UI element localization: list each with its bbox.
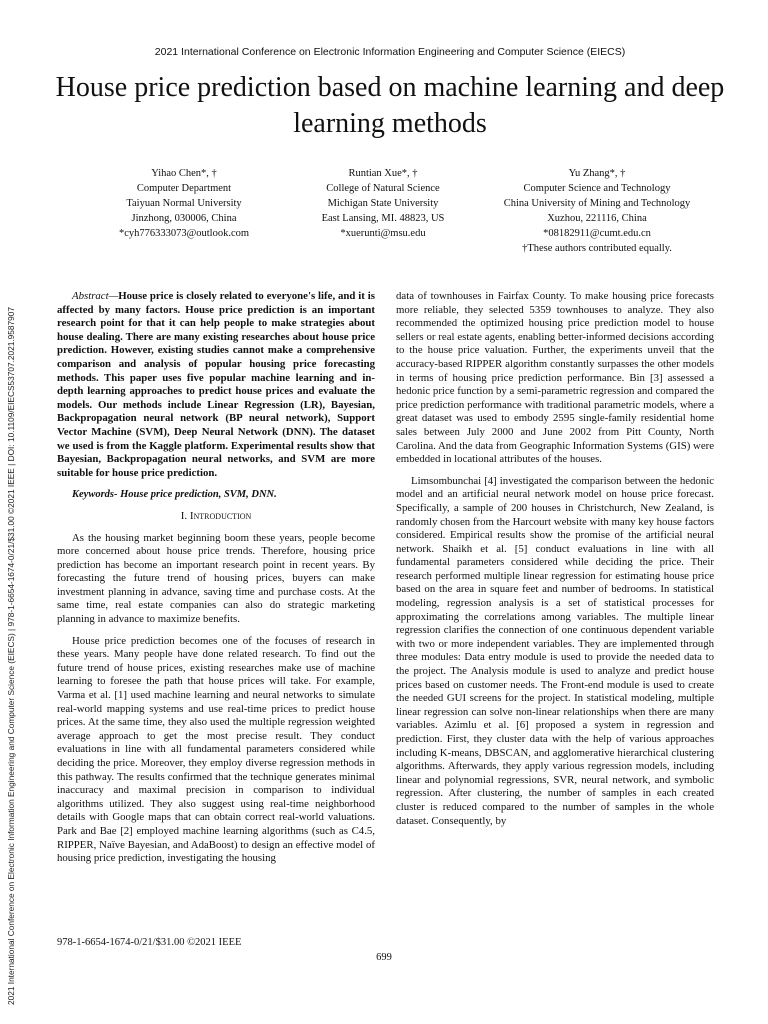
footer-copyright: 978-1-6654-1674-0/21/$31.00 ©2021 IEEE bbox=[57, 937, 242, 948]
keywords: Keywords- House price prediction, SVM, DNN. bbox=[72, 489, 277, 501]
author-name: Runtian Xue*, † bbox=[348, 168, 418, 179]
paragraph: data of townhouses in Fairfax County. To make housing price forecasts more reliable, they selected 5359 townhouses to analyze. They also recommended the optimized housing price prediction model to house sellers or real estate agents, enabling better-informed decisions according to the house price valuation. Further, the experiments unveil that the accuracy-based RIPPER algorithm constantly surpasses the other models in terms of housing price prediction performance. Bin [3] assessed a hedonic price function by a semi-parametric regression and compared the price prediction performance with traditional parametric models, where a great dataset was used to embody 2595 single-family residential home sales between July 2000 and June 2002 from Pitt County, North Carolina. And the data from Geographic Information Systems (GIS) were embedded in locational attributes of the houses. bbox=[396, 290, 714, 466]
equal-contribution-note: †These authors contributed equally. bbox=[522, 243, 672, 254]
author-location: Jinzhong, 030006, China bbox=[131, 213, 237, 224]
author-dept: Computer Science and Technology bbox=[523, 183, 671, 194]
author-dept: Computer Department bbox=[136, 183, 232, 194]
abstract bbox=[57, 290, 375, 480]
author-institution: Taiyuan Normal University bbox=[126, 198, 242, 209]
abstract-body: House price is closely related to everyone's life, and it is affected by many factors. House price prediction is an important research point for that it can help people to make strategies about house dealing. There are many existing researches about house price prediction. However, existing studies cannot make a comprehensive comparison and analysis of popular housing price forecasting methods. This paper uses five popular machine learning and in-depth learning approaches to predict house prices and evaluate the models. Our methods include Linear Regression (LR), Bayesian, Backpropagation neural network (BP neural network), Support Vector Machine (SVM), Deep Neural Network (DNN). The dataset we used is from the Kaggle platform. Experimental results show that Bayesian, Backpropagation neural networks, and SVM are more suitable for house price prediction. bbox=[57, 290, 375, 479]
author-name: Yu Zhang*, † bbox=[568, 168, 626, 179]
right-column bbox=[396, 290, 714, 836]
author-dept: College of Natural Science bbox=[326, 183, 440, 194]
author-block-2 bbox=[288, 166, 478, 241]
abstract-lead: Abstract— bbox=[72, 290, 119, 302]
conference-header: 2021 International Conference on Electronic Information Engineering and Computer Science (EIECS) bbox=[154, 46, 626, 58]
left-column bbox=[57, 290, 375, 874]
sidebar-text: 2021 International Conference on Electronic Information Engineering and Computer Science (EIECS) | 978-1-6654-1674-0/21/$31.00 ©2021 IEEE | DOI: 10.1109/EIECS53707.2021.9587907 bbox=[6, 307, 16, 1005]
paragraph: Limsombunchai [4] investigated the comparison between the hedonic model and an artificial neural network model on house price forecast. Specifically, a sample of 200 houses in Christchurch, New Zealand, is randomly chosen from the Harcourt website with many key house factors considered. Empirical results show the promise of the artificial neural network. Shaikh et al. [5] conduct evaluations in line with all fundamental parameters considered while deciding the price. Their research performed multiple linear regression for estimating house price based on the area in square feet and number of bedrooms. In statistical modeling, regression analysis is a set of statistical processes for approximating the correlations among variables. The multiple linear regression clarifies the connection of one continuous dependent variable with two or more independent variables. They are implemented through three modules: Data entry module is used to provide the needed data to the project. The Analysis module is used to analyze and predict house prices based on customer needs. The Front-end module is used to create the needed GUI screens for the project. In statistical modeling, multiple linear regression can solve non-linear relationships when there are many variables. Azimlu et al. [6] proposed a system in regression and prediction. First, they cluster data with the help of various approaches including K-means, DBSCAN, and agglomerative hierarchical clustering algorithms. Afterwards, they apply various regression models, including linear and polynomial regressions, SVR, neural network, and symbolic regression. After clustering, the number of samples in each created cluster is reduced compared to the number of samples in the whole dataset. Consequently, by bbox=[396, 474, 714, 827]
author-email[interactable]: *xuerunti@msu.edu bbox=[340, 228, 426, 239]
page-number: 699 bbox=[376, 952, 392, 963]
author-block-3 bbox=[502, 166, 692, 256]
paper-title: House price prediction based on machine learning and deep learning methods bbox=[55, 72, 725, 139]
paragraph: House price prediction becomes one of the focuses of research in these years. Many people have done related research. To find out the future trend of house prices, existing researches make use of machine learning to foresee the path that house prices will take. For example, Varma et al. [1] used machine learning and neural networks to simulate real-world mapping systems and use real-time prices to predict house prices. At the same time, they also used the multiple regression weighted average approach to get the most precise result. They conduct evaluations in line with all fundamental parameters considered while deciding the price. Moreover, they employ diverse regression methods in this pathway. The results confirmed that the technique generates minimal inaccuracy and maximal precision in comparison to individual algorithms utilized. They also suggest using real-time neighborhood details with Google maps that can obtain correct real-world valuations. Park and Bae [2] employed machine learning algorithms (such as C4.5, RIPPER, Naïve Bayesian, and AdaBoost) to design an effective model of housing price prediction, investigating the housing bbox=[57, 634, 375, 865]
author-block-1 bbox=[89, 166, 279, 241]
author-institution: China University of Mining and Technology bbox=[503, 198, 691, 209]
author-location: East Lansing, MI. 48823, US bbox=[321, 213, 445, 224]
author-name: Yihao Chen*, † bbox=[151, 168, 217, 179]
author-email[interactable]: *08182911@cumt.edu.cn bbox=[543, 228, 651, 239]
author-location: Xuzhou, 221116, China bbox=[547, 213, 647, 224]
section-heading: I. Introduction bbox=[180, 509, 252, 522]
paragraph: As the housing market beginning boom these years, people become more concerned about house price trends. Therefore, housing price prediction has become an important research point in recent years. By forecasting the future trend of housing prices, buyers can make investment planning in advance, saving time and purchase costs. At the same time, real estate companies can also do strategic marketing planning in advance to maximize benefits. bbox=[57, 531, 375, 626]
sidebar-doi-strip bbox=[5, 160, 19, 1005]
author-institution: Michigan State University bbox=[327, 198, 439, 209]
author-email[interactable]: *cyh776333073@outlook.com bbox=[118, 228, 250, 239]
